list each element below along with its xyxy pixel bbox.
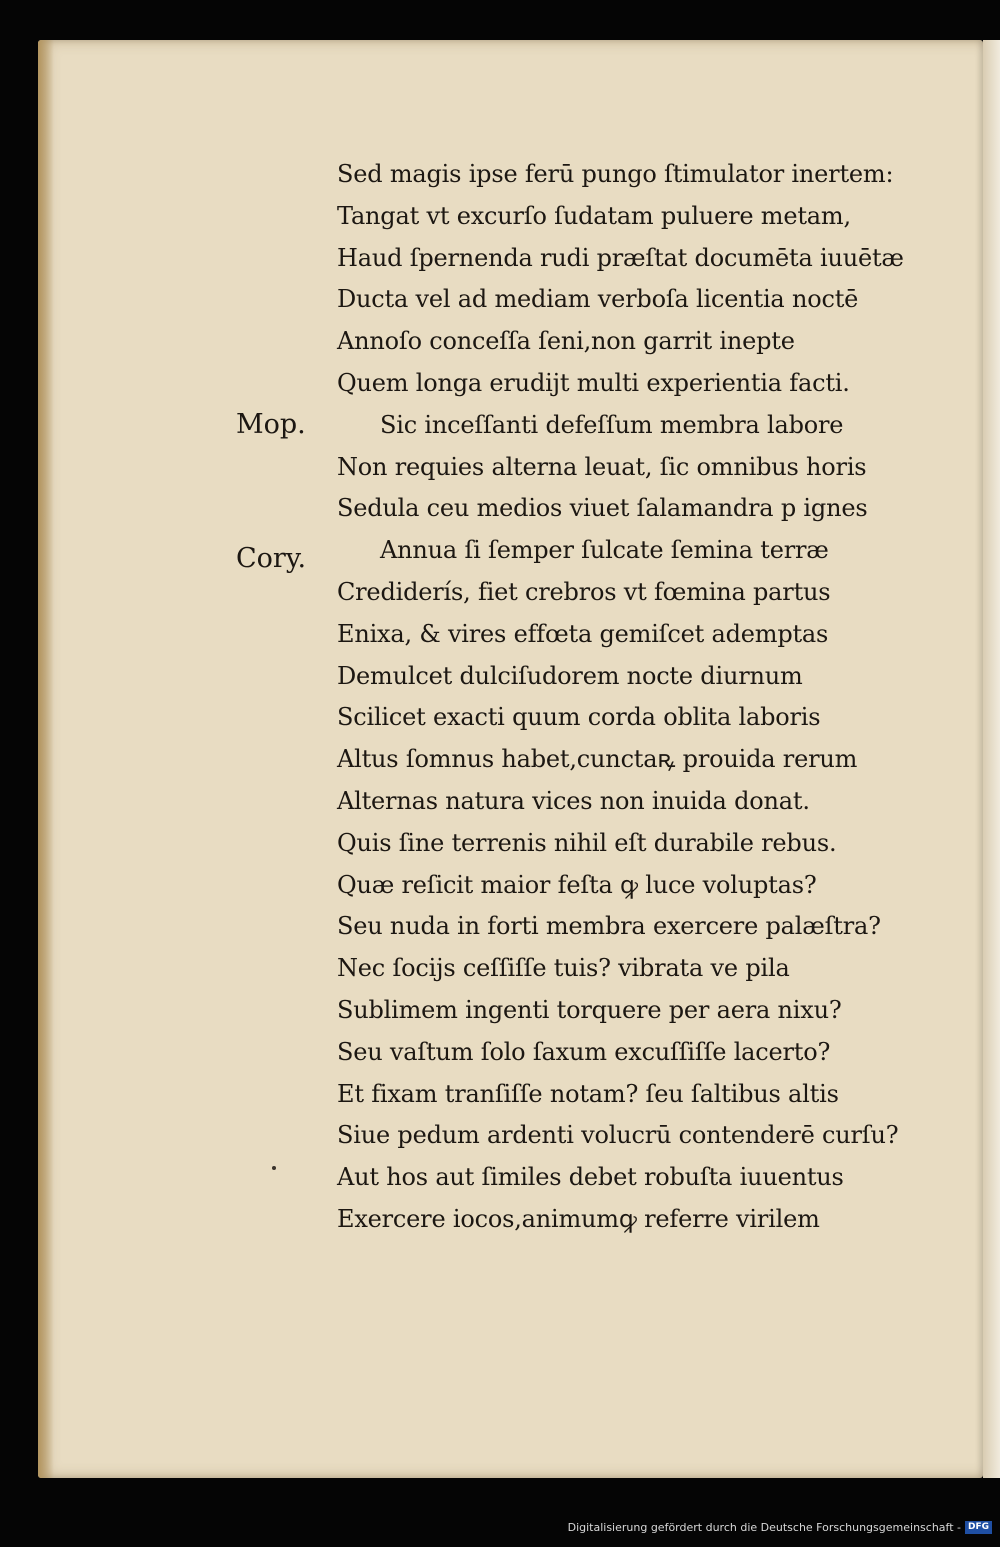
verse-line: Haud ſpernenda rudi præſtat documēta iuuētæ (337, 243, 904, 272)
speaker-label-mop: Mop. (236, 409, 306, 440)
verse-line: Non requies alterna leuat, ſic omnibus horis (337, 452, 867, 481)
verse-line: Sed magis ipse ferū pungo ſtimulator inertem: (337, 160, 894, 188)
gutter-shade (38, 40, 54, 1478)
verse-line: Enixa, & vires effœta gemiſcet ademptas (337, 619, 829, 648)
verse-line: Sedula ceu medios viuet ſalamandra p ignes (337, 494, 868, 523)
verse-line: Sublimem ingenti torquere per aera nixu? (337, 995, 842, 1024)
verse-line: Annua ſi ſemper ſulcate ſemina terræ (380, 536, 829, 565)
verse-line: Seu nuda in forti membra exercere palæſtra? (337, 912, 881, 941)
verse-line: Quem longa erudijt multi experientia facti. (337, 368, 850, 397)
credit-text: Digitalisierung gefördert durch die Deutsche Forschungsgemeinschaft - (567, 1520, 961, 1534)
verse-line: Ducta vel ad mediam verboſa licentia noctē (337, 285, 859, 314)
verse-line: Aut hos aut ſimiles debet robuſta iuuentus (337, 1163, 844, 1192)
verse-line: Demulcet dulciſudorem nocte diurnum (337, 661, 803, 690)
verse-line: Et fixam tranſiſſe notam? ſeu ſaltibus altis (337, 1079, 839, 1108)
verse-line: Crediderís, fiet crebros vt fœmina partus (337, 577, 831, 606)
verse-line: Exercere iocos,animumꝙ referre virilem (337, 1204, 820, 1233)
verse-line: Altus ſomnus habet,cunctaꝶ prouida rerum (337, 745, 858, 774)
digitization-credit (568, 1517, 992, 1537)
verse-line: Annoſo conceſſa ſeni,non garrit inepte (337, 327, 795, 356)
dfg-logo: DFG (965, 1521, 992, 1534)
verse-line: Siue pedum ardenti volucrū contenderē curſu? (337, 1121, 899, 1150)
verse-line: Nec ſocijs ceſſiſſe tuis? vibrata ve pila (337, 954, 790, 983)
verse-line: Tangat vt excurſo ſudatam puluere metam, (337, 201, 851, 230)
verse-line: Quis ſine terrenis nihil eſt durabile rebus. (337, 828, 837, 857)
verse-line: Quæ reſicit maior feſta ꝙ luce voluptas? (337, 870, 817, 899)
facing-page-edge (983, 40, 1000, 1478)
poem-text (337, 154, 937, 1241)
stray-ink-mark (272, 1166, 276, 1170)
verse-line: Scilicet exacti quum corda oblita laboris (337, 703, 821, 732)
verse-line: Sic inceſſanti defeſſum membra labore (380, 410, 844, 439)
verse-line: Seu vaſtum ſolo ſaxum excuſſiſſe lacerto? (337, 1037, 831, 1066)
speaker-label-cory: Cory. (236, 543, 307, 574)
verse-line: Alternas natura vices non inuida donat. (337, 786, 810, 815)
